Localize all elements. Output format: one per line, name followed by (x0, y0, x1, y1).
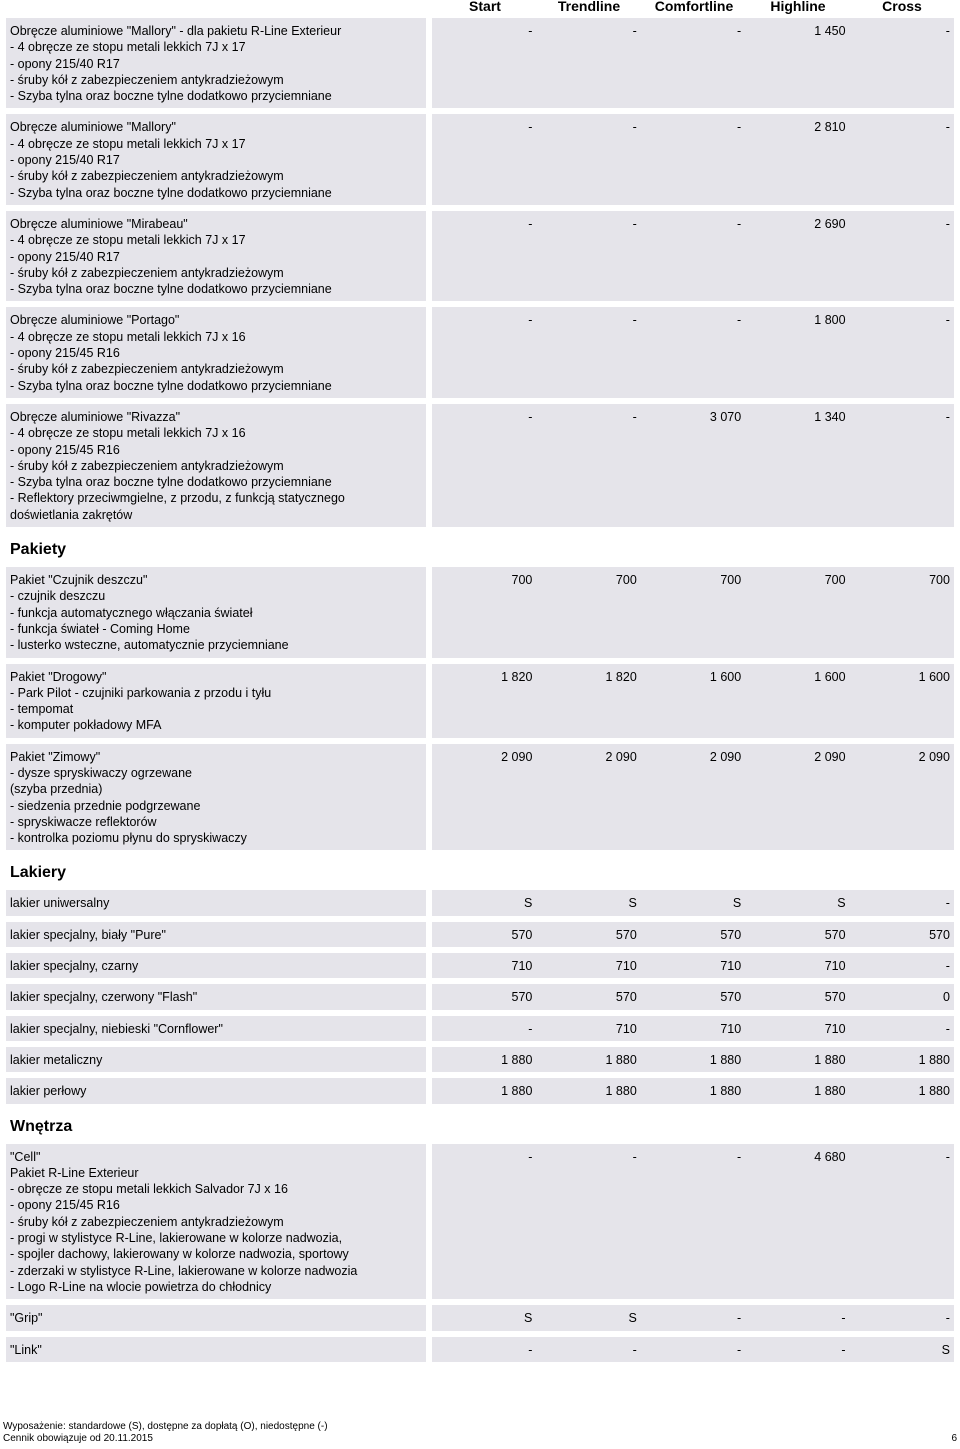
price-cell: - (632, 120, 637, 135)
description-line: Obręcze aluminiowe "Portago" (10, 313, 180, 328)
row-values (432, 744, 954, 851)
price-cell: 1 450 (814, 24, 846, 38)
price-cell: 2 690 (814, 216, 846, 231)
price-cell: 2 090 (605, 749, 637, 764)
description-line: Pakiet "Czujnik deszczu" (10, 573, 148, 588)
row-values (432, 890, 954, 915)
table-row (6, 984, 954, 1009)
price-cell: 700 (511, 573, 533, 588)
page-footer (3, 1421, 957, 1445)
row-description (6, 1144, 426, 1300)
description-line: - 4 obręcze ze stopu metali lekkich 7J x 17 (10, 136, 246, 151)
row-values (432, 922, 954, 947)
price-cell: 1 600 (709, 669, 742, 684)
price-cell: 710 (511, 959, 533, 974)
row-description (6, 890, 426, 915)
description-line: Obręcze aluminiowe "Mirabeau" (10, 216, 188, 231)
price-cell: - (841, 1311, 846, 1326)
price-cell: 570 (615, 927, 637, 942)
description-line: - śruby kół z zabezpieczeniem antykradzieżowym (10, 362, 284, 377)
price-cell: S (941, 1342, 950, 1357)
description-line: - dysze spryskiwaczy ogrzewane (10, 765, 193, 780)
price-cell: - (528, 1021, 533, 1036)
description-line: - komputer pokładowy MFA (10, 718, 162, 733)
price-cell: 710 (615, 1021, 637, 1036)
description-line: lakier specjalny, biały "Pure" (10, 927, 166, 942)
row-description (6, 1337, 426, 1362)
row-description (6, 18, 426, 108)
table-row (6, 1078, 954, 1103)
description-line: - siedzenia przednie podgrzewane (10, 798, 201, 813)
price-cell: - (632, 1342, 637, 1357)
description-line: - lusterko wsteczne, automatycznie przyciemniane (10, 638, 289, 653)
price-cell: 1 600 (918, 669, 950, 684)
legend-note: Wyposażenie: standardowe (S), dostępne za dopłatą (O), niedostępne (-) (3, 1421, 328, 1432)
description-line: - opony 215/45 R16 (10, 1198, 120, 1213)
description-line: Obręcze aluminiowe "Mallory" (10, 120, 176, 135)
price-cell: - (528, 409, 533, 424)
table-row (6, 114, 954, 204)
description-line: Pakiet "Drogowy" (10, 669, 107, 684)
row-values (432, 664, 954, 738)
row-values (432, 1078, 954, 1103)
price-cell: S (732, 896, 742, 911)
table-row (6, 744, 954, 851)
description-line: - śruby kół z zabezpieczeniem antykradzieżowym (10, 458, 284, 473)
description-line: doświetlania zakrętów (10, 507, 133, 522)
price-cell: 1 880 (501, 1084, 533, 1099)
row-values (432, 1305, 954, 1330)
table-row (6, 1016, 954, 1041)
description-line: lakier uniwersalny (10, 896, 110, 911)
row-description (6, 567, 426, 657)
price-cell: 700 (929, 573, 950, 588)
price-cell: 2 090 (814, 749, 846, 764)
price-cell: - (945, 1149, 950, 1164)
table-row (6, 307, 954, 397)
description-line: - 4 obręcze ze stopu metali lekkich 7J x 17 (10, 40, 246, 55)
description-line: "Link" (10, 1342, 42, 1357)
description-line: (szyba przednia) (10, 782, 103, 797)
column-highline: Highline (770, 0, 826, 14)
price-cell: 2 090 (501, 749, 533, 764)
price-cell: 0 (943, 990, 950, 1005)
price-cell: S (524, 896, 533, 911)
price-cell: - (945, 1021, 950, 1036)
description-line: - zderzaki w stylistyce R-Line, lakierowane w kolorze nadwozia (10, 1263, 358, 1278)
price-cell: - (528, 1149, 533, 1164)
price-cell: 570 (824, 927, 846, 942)
price-cell: S (628, 1311, 637, 1326)
description-line: "Cell" (10, 1149, 41, 1164)
row-values (432, 1016, 954, 1041)
description-line: - 4 obręcze ze stopu metali lekkich 7J x 17 (10, 233, 246, 248)
description-line: - Szyba tylna oraz boczne tylne dodatkowo przyciemniane (10, 89, 332, 104)
description-line: Pakiet R-Line Exterieur (10, 1165, 139, 1180)
row-values (432, 404, 954, 527)
price-cell: 1 800 (814, 313, 846, 328)
price-cell: - (737, 1342, 742, 1357)
description-line: - opony 215/40 R17 (10, 153, 120, 168)
price-cell: 2 810 (814, 120, 846, 135)
row-values (432, 1047, 954, 1072)
price-cell: - (528, 313, 533, 328)
description-line: - obręcze ze stopu metali lekkich Salvador 7J x 16 (10, 1182, 288, 1197)
price-cell: 570 (720, 927, 742, 942)
price-cell: 3 070 (709, 409, 742, 424)
description-line: Obręcze aluminiowe "Rivazza" (10, 409, 181, 424)
description-line: - śruby kół z zabezpieczeniem antykradzieżowym (10, 169, 284, 184)
row-description (6, 307, 426, 397)
description-line: "Grip" (10, 1311, 43, 1326)
description-line: - Szyba tylna oraz boczne tylne dodatkowo przyciemniane (10, 185, 332, 200)
description-line: - opony 215/45 R16 (10, 346, 120, 361)
table-row (6, 953, 954, 978)
price-cell: - (632, 24, 637, 38)
row-description (6, 1016, 426, 1041)
price-cell: S (837, 896, 846, 911)
description-line: - Reflektory przeciwmgielne, z przodu, z funkcją statycznego (10, 491, 345, 506)
price-cell: - (945, 313, 950, 328)
price-cell: 700 (615, 573, 637, 588)
row-values (432, 114, 954, 204)
price-cell: 4 680 (814, 1149, 846, 1164)
column-cross: Cross (882, 0, 922, 14)
column-start: Start (469, 0, 501, 14)
price-cell: 570 (511, 990, 533, 1005)
price-cell: - (528, 1342, 533, 1357)
description-line: - spryskiwacze reflektorów (10, 814, 157, 829)
description-line: - Park Pilot - czujniki parkowania z przodu i tyłu (10, 685, 272, 700)
price-cell: 1 880 (918, 1052, 950, 1067)
row-values (432, 18, 954, 108)
price-cell: 570 (929, 927, 950, 942)
price-cell: 710 (824, 959, 846, 974)
validity-note: Cennik obowiązuje od 20.11.2015 (3, 1433, 153, 1444)
description-line: - funkcja świateł - Coming Home (10, 621, 190, 636)
price-cell: - (737, 24, 742, 38)
price-cell: 1 880 (605, 1052, 637, 1067)
price-cell: 710 (615, 959, 637, 974)
price-cell: 1 880 (918, 1084, 950, 1099)
row-description (6, 1305, 426, 1330)
price-cell: - (737, 216, 742, 231)
price-cell: - (632, 1149, 637, 1164)
description-line: Pakiet "Zimowy" (10, 749, 101, 764)
description-line: - Logo R-Line na wlocie powietrza do chłodnicy (10, 1279, 272, 1294)
row-values (432, 953, 954, 978)
price-cell: 1 880 (814, 1084, 846, 1099)
price-cell: 2 090 (918, 749, 950, 764)
row-description (6, 664, 426, 738)
section-title: Lakiery (10, 864, 67, 882)
description-line: Obręcze aluminiowe "Mallory" - dla pakietu R-Line Exterieur (10, 24, 342, 38)
description-line: - progi w stylistyce R-Line, lakierowane w kolorze nadwozia, (10, 1231, 343, 1246)
price-cell: 1 880 (501, 1052, 533, 1067)
price-cell: - (945, 120, 950, 135)
price-cell: 570 (615, 990, 637, 1005)
price-cell: 710 (720, 959, 742, 974)
column-header (0, 0, 960, 14)
price-cell: 710 (824, 1021, 846, 1036)
table-row (6, 18, 954, 108)
price-cell: - (632, 216, 637, 231)
row-values (432, 307, 954, 397)
price-cell: 700 (720, 573, 742, 588)
price-cell: 700 (824, 573, 846, 588)
row-values (432, 1337, 954, 1362)
description-line: - opony 215/40 R17 (10, 56, 120, 71)
description-line: - czujnik deszczu (10, 589, 106, 604)
price-table (6, 18, 954, 1368)
price-cell: - (945, 409, 950, 424)
row-description (6, 1047, 426, 1072)
row-values (432, 211, 954, 301)
description-line: - 4 obręcze ze stopu metali lekkich 7J x 16 (10, 426, 246, 441)
row-description (6, 1078, 426, 1103)
price-cell: - (528, 120, 533, 135)
row-description (6, 744, 426, 851)
section-title: Pakiety (10, 541, 67, 559)
description-line: - funkcja automatycznego włączania świateł (10, 605, 253, 620)
description-line: lakier specjalny, czerwony "Flash" (10, 990, 198, 1005)
price-cell: 1 880 (605, 1084, 637, 1099)
price-cell: - (632, 313, 637, 328)
page-number: 6 (951, 1433, 957, 1444)
price-cell: S (524, 1311, 533, 1326)
row-description (6, 984, 426, 1009)
price-cell: - (737, 120, 742, 135)
section-title: Wnętrza (10, 1117, 73, 1135)
description-line: lakier specjalny, czarny (10, 959, 139, 974)
description-line: - Szyba tylna oraz boczne tylne dodatkowo przyciemniane (10, 475, 332, 490)
price-cell: 1 820 (501, 669, 533, 684)
price-cell: - (632, 409, 637, 424)
price-cell: 570 (511, 927, 533, 942)
row-description (6, 114, 426, 204)
row-values (432, 567, 954, 657)
description-line: lakier perłowy (10, 1084, 87, 1099)
price-cell: - (528, 24, 533, 38)
price-cell: 570 (824, 990, 846, 1005)
price-cell: - (945, 24, 950, 38)
description-line: lakier metaliczny (10, 1052, 103, 1067)
table-row (6, 211, 954, 301)
description-line: - 4 obręcze ze stopu metali lekkich 7J x 16 (10, 329, 246, 344)
table-row (6, 890, 954, 915)
table-row (6, 1047, 954, 1072)
description-line: - kontrolka poziomu płynu do spryskiwaczy (10, 831, 247, 846)
row-description (6, 404, 426, 527)
description-line: - Szyba tylna oraz boczne tylne dodatkowo przyciemniane (10, 282, 332, 297)
price-cell: 1 340 (814, 409, 846, 424)
price-cell: 1 880 (709, 1052, 742, 1067)
description-line: - Szyba tylna oraz boczne tylne dodatkowo przyciemniane (10, 378, 332, 393)
description-line: - śruby kół z zabezpieczeniem antykradzieżowym (10, 265, 284, 280)
price-cell: - (528, 216, 533, 231)
row-description (6, 953, 426, 978)
description-line: - opony 215/45 R16 (10, 442, 120, 457)
price-cell: 1 600 (814, 669, 846, 684)
price-cell: 710 (720, 1021, 742, 1036)
price-cell: 1 820 (605, 669, 637, 684)
table-row (6, 1144, 954, 1300)
price-cell: 1 880 (814, 1052, 846, 1067)
row-description (6, 922, 426, 947)
price-cell: S (628, 896, 637, 911)
table-row (6, 1337, 954, 1362)
description-line: - opony 215/40 R17 (10, 249, 120, 264)
description-line: lakier specjalny, niebieski "Cornflower" (10, 1021, 223, 1036)
column-comfortline: Comfortline (654, 0, 734, 14)
column-trendline: Trendline (557, 0, 621, 14)
table-row (6, 404, 954, 527)
price-cell: - (945, 1311, 950, 1326)
row-values (432, 1144, 954, 1300)
price-cell: - (841, 1342, 846, 1357)
description-line: - spojler dachowy, lakierowany w kolorze nadwozia, sportowy (10, 1247, 349, 1262)
price-cell: - (737, 313, 742, 328)
price-cell: 570 (720, 990, 742, 1005)
description-line: - śruby kół z zabezpieczeniem antykradzieżowym (10, 1214, 284, 1229)
description-line: - tempomat (10, 702, 74, 717)
price-cell: - (945, 896, 950, 911)
row-description (6, 211, 426, 301)
price-cell: 2 090 (709, 749, 742, 764)
price-cell: - (945, 216, 950, 231)
table-row (6, 1305, 954, 1330)
price-cell: - (737, 1311, 742, 1326)
price-cell: 1 880 (709, 1084, 742, 1099)
description-line: - śruby kół z zabezpieczeniem antykradzieżowym (10, 72, 284, 87)
row-values (432, 984, 954, 1009)
table-row (6, 567, 954, 657)
table-row (6, 664, 954, 738)
price-cell: - (737, 1149, 742, 1164)
price-cell: - (945, 959, 950, 974)
table-row (6, 922, 954, 947)
